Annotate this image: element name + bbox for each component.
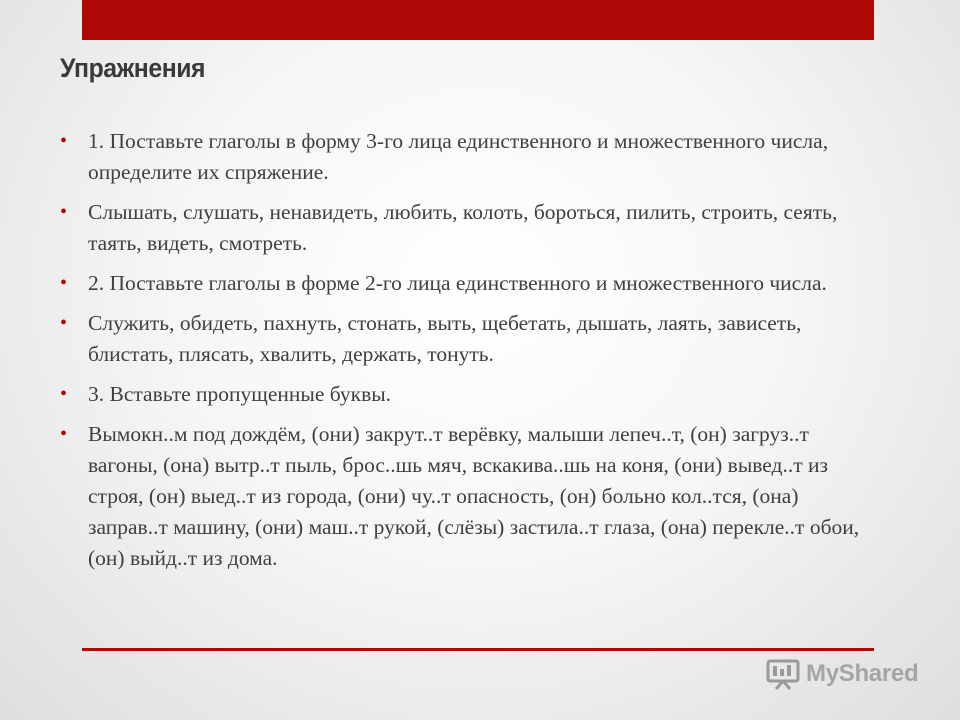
bullet-text: 2. Поставьте глаголы в форме 2-го лица единственного и множественного числа. bbox=[88, 271, 827, 295]
bullet-text: Слышать, слушать, ненавидеть, любить, колоть, бороться, пилить, строить, сеять, таять, видеть, смотреть. bbox=[88, 200, 838, 255]
bullet-item bbox=[60, 379, 880, 410]
bullet-list bbox=[60, 126, 880, 583]
bullet-text: 1. Поставьте глаголы в форму 3-го лица единственного и множественного числа, определите их спряжение. bbox=[88, 129, 829, 184]
bullet-item bbox=[60, 268, 880, 299]
bullet-item bbox=[60, 308, 880, 370]
myshared-watermark[interactable] bbox=[766, 656, 918, 692]
bullet-item bbox=[60, 419, 880, 574]
bullet-dot-icon: • bbox=[60, 201, 68, 223]
top-accent-bar bbox=[82, 0, 874, 40]
bullet-dot-icon: • bbox=[60, 423, 68, 445]
bullet-dot-icon: • bbox=[60, 383, 68, 405]
bullet-item bbox=[60, 126, 880, 188]
bullet-dot-icon: • bbox=[60, 312, 68, 334]
presentation-board-icon bbox=[766, 657, 800, 691]
bullet-item bbox=[60, 197, 880, 259]
watermark-text: MyShared bbox=[806, 660, 919, 687]
bottom-accent-line bbox=[82, 648, 874, 651]
slide-title: Упражнения bbox=[60, 53, 206, 83]
bullet-text: 3. Вставьте пропущенные буквы. bbox=[88, 382, 392, 406]
bullet-text: Служить, обидеть, пахнуть, стонать, выть, щебетать, дышать, лаять, зависеть, блистать, плясать, хвалить, держать, тонуть. bbox=[88, 311, 802, 366]
bullet-text: Вымокн..м под дождём, (они) закрут..т верёвку, малыши лепеч..т, (он) загруз..т вагоны, (она) вытр..т пыль, брос..шь мяч, вскакива..шь на коня, (они) вывед..т из строя, (он) выед..т из города, (они) чу..т опасность, (он) больно кол..тся, (она) заправ..т машину, (они) маш..т рукой, (слёзы) застила..т глаза, (она) перекле..т обои, (он) выйд..т из дома. bbox=[88, 422, 860, 570]
bullet-dot-icon: • bbox=[60, 130, 68, 152]
bullet-dot-icon: • bbox=[60, 272, 68, 294]
